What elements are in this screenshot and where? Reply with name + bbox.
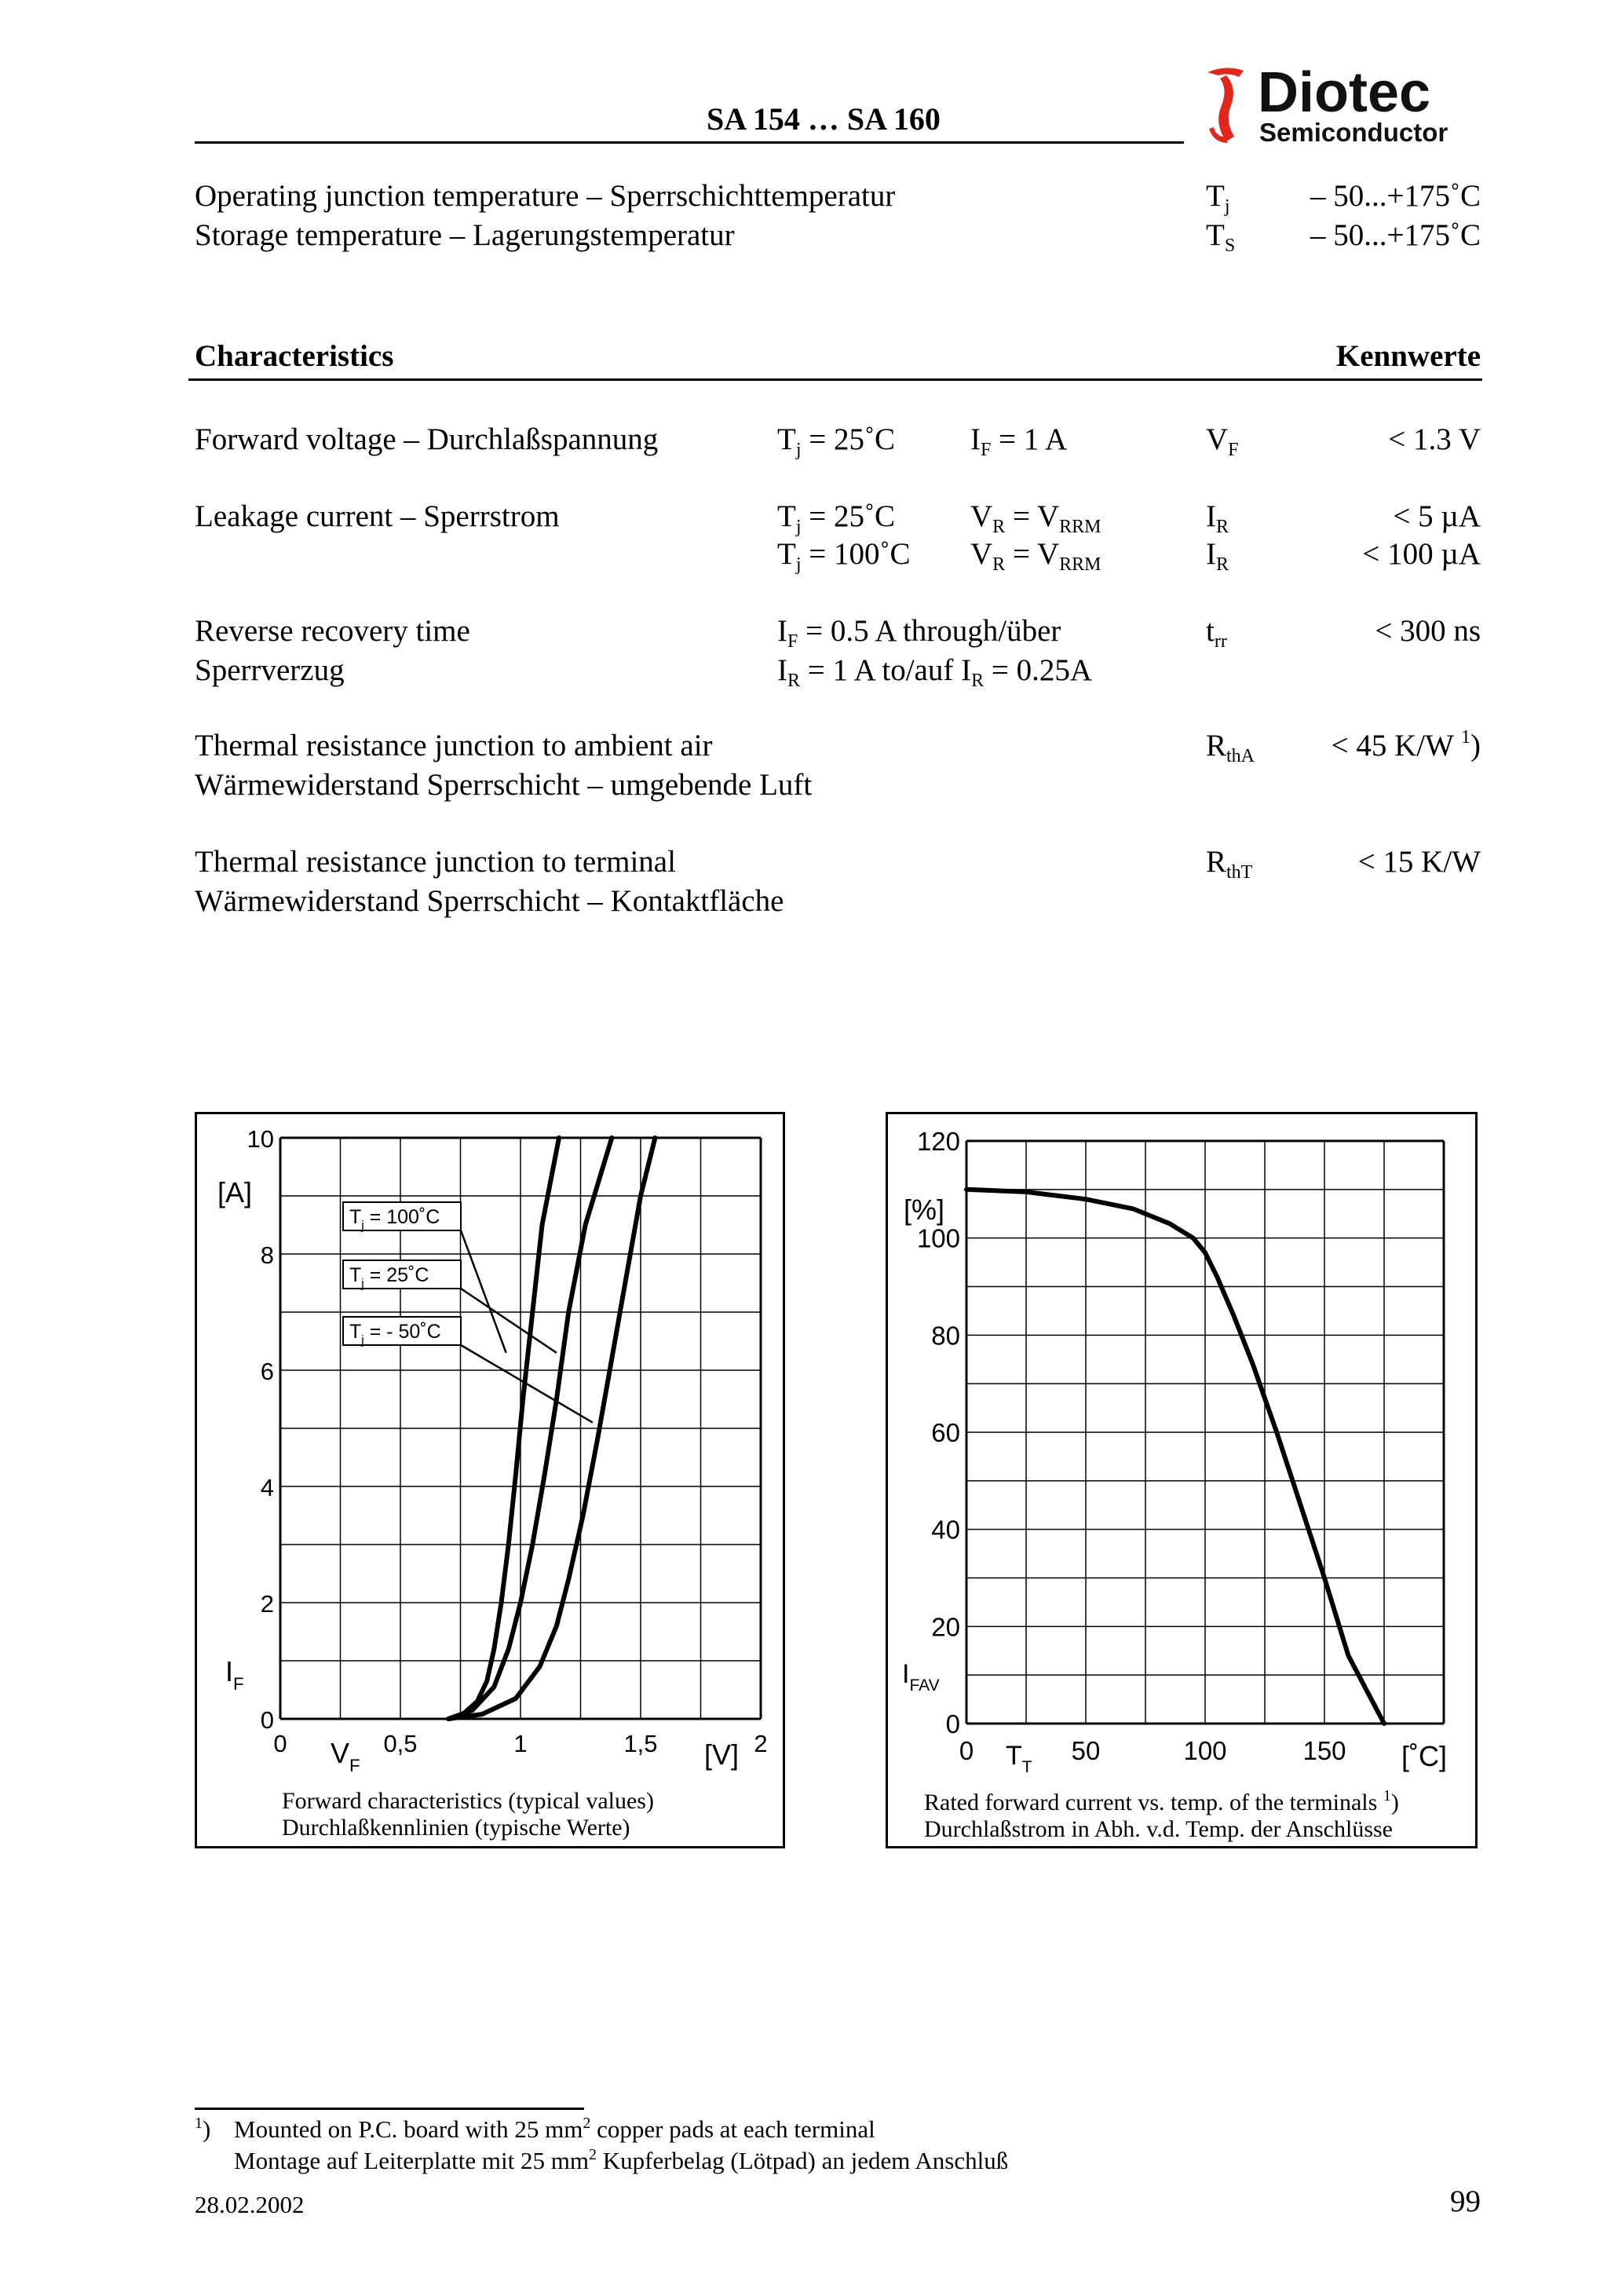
c-mid: = V — [1005, 499, 1060, 533]
s-sub: thA — [1226, 746, 1255, 766]
x-tick-label: 1,5 — [623, 1730, 658, 1757]
x-tick-label: 0,5 — [383, 1730, 418, 1757]
c-main: T — [777, 422, 796, 456]
c-main: I — [970, 422, 981, 456]
x-tick-label: 1 — [513, 1730, 528, 1757]
x-tick-label: 150 — [1302, 1736, 1346, 1765]
y-tick-label: 20 — [931, 1612, 960, 1642]
legend-label-rest: = 25˚C — [363, 1264, 429, 1286]
c-main: I — [777, 653, 787, 687]
forward-voltage-cond1 — [777, 421, 895, 459]
limit-value-operating: – 50...+175˚C — [1310, 179, 1481, 213]
y-tick-label: 0 — [945, 1709, 960, 1738]
x-axis-label-main: V — [331, 1737, 350, 1769]
brand-subtitle: Semiconductor — [1259, 118, 1448, 147]
thermal-ambient-label-de: Wärmewiderstand Sperrschicht – umgebende Luft — [195, 768, 813, 802]
y-tick-label: 40 — [931, 1515, 960, 1545]
c-sub: R — [992, 517, 1006, 537]
x-tick-label: 100 — [1183, 1736, 1227, 1765]
y-axis-label — [225, 1655, 244, 1694]
leakage-row1-symbol — [1206, 498, 1229, 536]
y-axis-label-sub: FAV — [909, 1676, 940, 1695]
thermal-terminal-value: < 15 K/W — [1357, 845, 1481, 879]
fn-sup: 2 — [583, 2115, 591, 2132]
s-main: I — [1206, 537, 1216, 571]
fn-b: Kupferbelag (Lötpad) an jedem Anschluß — [596, 2147, 1009, 2174]
thermal-terminal-symbol — [1206, 843, 1252, 881]
c-main: T — [777, 537, 796, 571]
c-sub: j — [795, 554, 802, 575]
leakage-row2-cond1 — [777, 536, 911, 573]
leakage-row1-value: < 5 µA — [1393, 499, 1481, 533]
s-main: R — [1206, 729, 1227, 762]
legend-leader-0 — [461, 1230, 506, 1353]
footer-page-number: 99 — [1450, 2184, 1481, 2218]
x-unit-label: [V] — [703, 1738, 739, 1771]
c-sub: F — [787, 631, 798, 652]
rated-current-chart — [888, 1114, 1475, 1777]
fn-sup: 2 — [588, 2146, 597, 2163]
c-rest: = 100˚C — [801, 537, 911, 571]
document-title: SA 154 … SA 160 — [707, 101, 941, 137]
recovery-value: < 300 ns — [1375, 614, 1481, 648]
leakage-row2-symbol — [1206, 536, 1229, 573]
fn-a: Mounted on P.C. board with 25 mm — [234, 2115, 583, 2143]
limit-label-operating: Operating junction temperature – Sperrschichttemperatur — [195, 179, 896, 213]
forward-voltage-label: Forward voltage – Durchlaßspannung — [195, 422, 659, 456]
brand-name: Diotec — [1258, 61, 1431, 124]
chart2-caption-en — [924, 1787, 1399, 1816]
s-sub: F — [1228, 440, 1239, 460]
x-unit-label: [˚C] — [1401, 1740, 1447, 1772]
forward-voltage-value: < 1.3 V — [1388, 422, 1481, 456]
leakage-row2-value: < 100 µA — [1362, 537, 1481, 571]
chart1-caption-en: Forward characteristics (typical values) — [282, 1788, 654, 1814]
c-sub: R — [787, 671, 801, 691]
y-tick-label: 2 — [260, 1590, 274, 1618]
legend-label-1-sub: j — [361, 1277, 364, 1291]
c-sub2: RRM — [1059, 517, 1101, 537]
s-main: V — [1206, 422, 1229, 456]
recovery-label-de: Sperrverzug — [195, 653, 345, 687]
legend-label-rest: = 100˚C — [363, 1206, 440, 1228]
y-tick-label: 4 — [260, 1474, 274, 1501]
thermal-ambient-value — [1332, 727, 1481, 765]
c-main: T — [777, 499, 796, 533]
c-sub2: RRM — [1059, 554, 1101, 575]
legend-leader-1 — [461, 1289, 557, 1353]
v-main: < 45 K/W — [1331, 729, 1461, 762]
legend-label-2-sub: j — [361, 1333, 364, 1347]
x-tick-label: 0 — [273, 1730, 287, 1757]
y-axis-label-main: I — [902, 1659, 910, 1689]
limit-value-storage: – 50...+175˚C — [1310, 218, 1481, 252]
recovery-cond1 — [777, 612, 1061, 650]
c-rest: = 0.5 A through/über — [798, 614, 1061, 648]
forward-characteristics-panel — [195, 1112, 785, 1848]
y-tick-label: 8 — [260, 1241, 274, 1269]
recovery-symbol — [1206, 612, 1227, 650]
leakage-row1-cond2 — [970, 498, 1101, 536]
legend-label-rest: = - 50˚C — [363, 1321, 441, 1343]
s-main: t — [1206, 614, 1215, 648]
limit-symbol-storage — [1206, 217, 1235, 254]
forward-voltage-symbol — [1206, 421, 1239, 459]
y-unit-label: [%] — [904, 1194, 945, 1226]
diotec-logo — [1203, 61, 1485, 148]
characteristics-heading: Characteristics — [195, 339, 394, 373]
s-sub: rr — [1214, 631, 1227, 652]
rated-current-panel — [886, 1112, 1478, 1848]
c-main: V — [970, 537, 993, 571]
c-rest: = 25˚C — [801, 499, 895, 533]
leakage-row1-cond1 — [777, 498, 895, 536]
sym-main: T — [1206, 179, 1225, 213]
forward-voltage-cond2 — [970, 421, 1067, 459]
fn-b: copper pads at each terminal — [590, 2115, 875, 2143]
y-axis-label-main: I — [225, 1655, 234, 1687]
y-tick-label: 6 — [260, 1358, 274, 1385]
c-sub: j — [795, 517, 802, 537]
c-rest: = 0.25A — [984, 653, 1093, 687]
fn-tail: ) — [203, 2115, 211, 2143]
thermal-ambient-symbol — [1206, 727, 1255, 765]
c-main: I — [777, 614, 787, 648]
footnote-line-de — [234, 2145, 1008, 2177]
y-axis-label-sub: F — [233, 1673, 244, 1694]
x-axis-label — [1006, 1741, 1032, 1776]
leakage-row2-cond2 — [970, 536, 1101, 573]
s-sub: R — [1216, 517, 1229, 537]
legend-label-0-main: T — [349, 1206, 362, 1228]
v-tail: ) — [1470, 729, 1481, 762]
limit-symbol-operating — [1206, 177, 1230, 215]
c-sub: F — [981, 440, 992, 460]
x-tick-label: 2 — [754, 1730, 768, 1757]
legend-label-2-main: T — [349, 1321, 362, 1343]
c-tail: ) — [1390, 1790, 1399, 1815]
legend-label-0-sub: j — [361, 1219, 364, 1233]
characteristics-rule — [188, 378, 1482, 381]
c-sub: j — [795, 440, 802, 460]
c-sub: R — [992, 554, 1006, 575]
y-tick-label: 60 — [931, 1418, 960, 1447]
fn-num: 1 — [195, 2115, 203, 2132]
footnote-rule — [195, 2108, 584, 2110]
y-unit-label: [A] — [217, 1176, 253, 1208]
legend-label-1-main: T — [349, 1264, 362, 1286]
kennwerte-heading: Kennwerte — [1335, 339, 1481, 373]
c-rest: = 1 A — [991, 422, 1068, 456]
s-main: R — [1206, 845, 1227, 879]
thermal-terminal-label-en: Thermal resistance junction to terminal — [195, 845, 676, 879]
x-tick-label: 0 — [959, 1736, 974, 1765]
c-note: 1 — [1383, 1787, 1391, 1804]
c-main: V — [970, 499, 993, 533]
sym-sub: S — [1224, 236, 1236, 256]
s-sub: thT — [1226, 862, 1253, 883]
sym-sub: j — [1224, 196, 1230, 217]
chart1-caption-de: Durchlaßkennlinien (typische Werte) — [282, 1815, 630, 1841]
footnote-line-en — [234, 2114, 875, 2145]
sym-main: T — [1206, 218, 1225, 252]
fn-a: Montage auf Leiterplatte mit 25 mm — [234, 2147, 589, 2174]
y-tick-label: 100 — [916, 1223, 960, 1253]
s-sub: R — [1216, 554, 1229, 575]
diotec-logo-mark-icon — [1203, 64, 1253, 146]
v-note: 1 — [1461, 727, 1470, 748]
leakage-label: Leakage current – Sperrstrom — [195, 499, 560, 533]
y-tick-label: 0 — [260, 1706, 274, 1734]
c-main: Rated forward current vs. temp. of the terminals — [924, 1790, 1383, 1815]
c-rest: = 25˚C — [801, 422, 895, 456]
x-axis-label-main: T — [1006, 1741, 1022, 1771]
s-main: I — [1206, 499, 1216, 533]
y-tick-label: 10 — [247, 1125, 274, 1153]
y-tick-label: 120 — [916, 1127, 960, 1156]
c-sub2: R — [971, 671, 985, 691]
c-mid: = 1 A to/auf I — [800, 653, 972, 687]
x-axis-label-sub: T — [1021, 1758, 1032, 1777]
c-mid: = V — [1005, 537, 1060, 571]
x-axis-label — [331, 1737, 360, 1775]
recovery-label-en: Reverse recovery time — [195, 614, 470, 648]
y-axis-label — [902, 1659, 940, 1695]
series-line-0 — [966, 1190, 1384, 1724]
y-tick-label: 80 — [931, 1321, 960, 1351]
x-axis-label-sub: F — [349, 1755, 360, 1775]
footer-date: 28.02.2002 — [195, 2191, 305, 2218]
forward-characteristics-chart — [197, 1114, 783, 1775]
chart2-caption-de: Durchlaßstrom in Abh. v.d. Temp. der Anschlüsse — [924, 1816, 1393, 1842]
header-rule — [195, 141, 1184, 144]
footnote-mark — [195, 2114, 210, 2145]
thermal-terminal-label-de: Wärmewiderstand Sperrschicht – Kontaktfläche — [195, 884, 784, 918]
x-tick-label: 50 — [1071, 1736, 1101, 1765]
thermal-ambient-label-en: Thermal resistance junction to ambient air — [195, 729, 713, 762]
limit-label-storage: Storage temperature – Lagerungstemperatur — [195, 218, 735, 252]
recovery-cond2 — [777, 652, 1092, 689]
